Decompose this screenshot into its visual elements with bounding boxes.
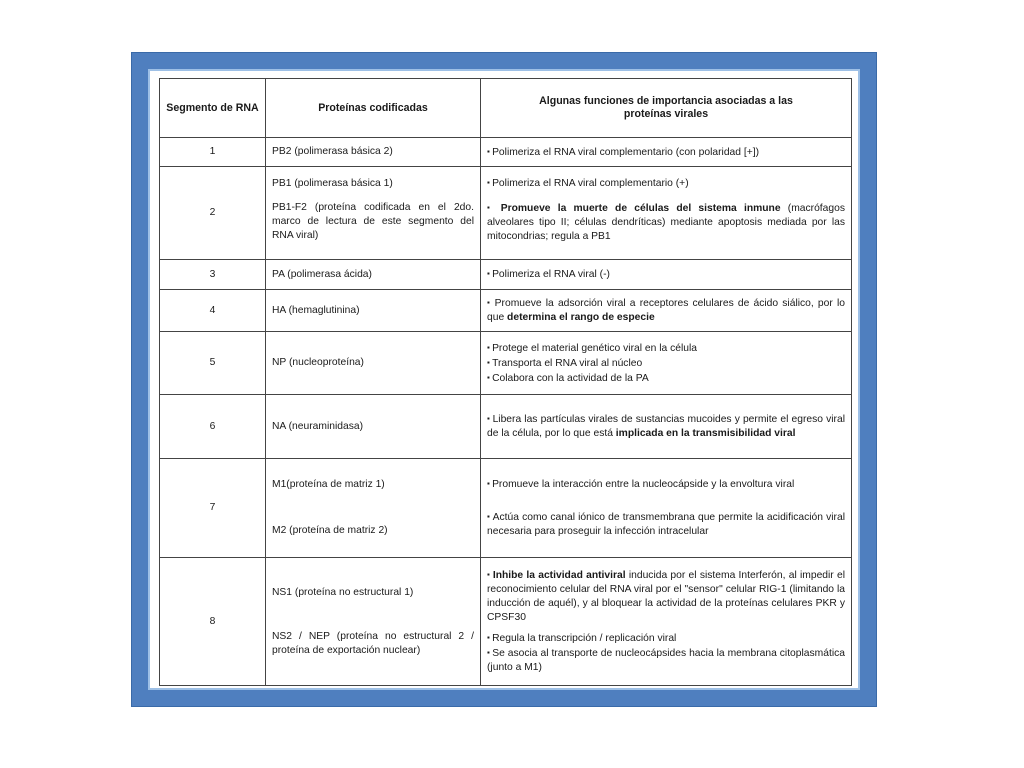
segment-number: 7 xyxy=(160,459,266,558)
table-row xyxy=(160,558,852,686)
segment-number: 5 xyxy=(160,332,266,395)
table-row xyxy=(160,167,852,260)
function-item: ▪ Polimeriza el RNA viral complementario (+) xyxy=(487,176,845,191)
function-cell xyxy=(481,260,852,290)
table-row xyxy=(160,138,852,167)
segment-number: 8 xyxy=(160,558,266,686)
protein-cell xyxy=(266,459,481,558)
slide-frame xyxy=(131,52,877,707)
protein-name: PB1 (polimerasa básica 1) xyxy=(272,178,393,189)
function-item: ▪ Actúa como canal iónico de transmembrana que permite la acidificación viral necesaria para proseguir la infección intracelular xyxy=(487,510,845,539)
protein-cell xyxy=(266,290,481,332)
protein-name: NS1 (proteína no estructural 1) xyxy=(272,586,414,598)
header-proteins: Proteínas codificadas xyxy=(266,79,481,138)
slide-content xyxy=(148,69,860,690)
function-item: ▪ Transporta el RNA viral al núcleo xyxy=(487,356,845,371)
table-row xyxy=(160,459,852,558)
function-item: ▪ Colabora con la actividad de la PA xyxy=(487,371,845,386)
protein-name: PA (polimerasa ácida) xyxy=(272,268,372,280)
table-row xyxy=(160,332,852,395)
table-row xyxy=(160,260,852,290)
function-cell xyxy=(481,138,852,167)
table-header-row xyxy=(160,79,852,138)
function-cell xyxy=(481,332,852,395)
function-item xyxy=(487,568,845,625)
function-item-emphasis: ▪ Inhibe la actividad antiviral xyxy=(487,570,626,581)
table-row xyxy=(160,395,852,459)
header-functions: Algunas funciones de importancia asociadas a las proteínas virales xyxy=(481,79,852,138)
function-item: ▪ Polimeriza el RNA viral (-) xyxy=(487,269,610,280)
protein-name: NS2 / NEP (proteína no estructural 2 / proteína de exportación nuclear) xyxy=(272,630,474,656)
protein-name: PB1-F2 (proteína codificada en el 2do. marco de lectura de este segmento del RNA viral) xyxy=(272,202,474,241)
function-item-text: ▪ Libera las partículas virales de sustancias mucoides y permite el egreso viral de la célula, por lo que está xyxy=(487,414,845,439)
function-cell xyxy=(481,290,852,332)
function-item: ▪ Se asocia al transporte de nucleocápsides hacia la membrana citoplasmática (junto a M1) xyxy=(487,646,845,675)
function-item-emphasis: ▪ Promueve la muerte de células del sistema inmune xyxy=(487,203,781,214)
protein-cell xyxy=(266,138,481,167)
segment-number: 4 xyxy=(160,290,266,332)
function-cell xyxy=(481,459,852,558)
protein-name: NP (nucleoproteína) xyxy=(272,357,364,368)
table-row xyxy=(160,290,852,332)
function-item xyxy=(487,201,845,244)
function-item-text: (macrófagos alveolares tipo II; células dendríticas) mediante apoptosis mediada por las mitocondrias; regula a PB1 xyxy=(487,203,845,242)
protein-cell xyxy=(266,558,481,686)
protein-cell xyxy=(266,395,481,459)
segment-number: 1 xyxy=(160,138,266,167)
protein-cell xyxy=(266,332,481,395)
protein-name: PB2 (polimerasa básica 2) xyxy=(272,146,393,157)
protein-cell xyxy=(266,167,481,260)
function-item-text: ▪ Promueve la adsorción viral a receptores celulares de ácido siálico, por lo que xyxy=(487,298,845,323)
segment-number: 2 xyxy=(160,167,266,260)
protein-name: NA (neuraminidasa) xyxy=(272,420,363,432)
influenza-segments-table xyxy=(159,78,852,686)
protein-cell xyxy=(266,260,481,290)
function-item-emphasis: determina el rango de especie xyxy=(507,312,655,323)
function-cell xyxy=(481,167,852,260)
function-item: ▪ Regula la transcripción / replicación viral xyxy=(487,631,845,646)
function-item: ▪ Promueve la interacción entre la nucleocápside y la envoltura viral xyxy=(487,477,845,492)
function-cell xyxy=(481,395,852,459)
header-segment: Segmento de RNA xyxy=(160,79,266,138)
function-cell xyxy=(481,558,852,686)
function-item-text: inducida por el sistema Interferón, al impedir el reconocimiento celular del RNA viral por el "sensor" celular RIG-1 (limitando la inducción de aquél), y al bloquear la actividad de la proteínas celulares PKR y CPSF30 xyxy=(487,570,845,623)
protein-name: M2 (proteína de matriz 2) xyxy=(272,525,388,536)
segment-number: 3 xyxy=(160,260,266,290)
function-item-emphasis: implicada en la transmisibilidad viral xyxy=(615,428,796,439)
protein-name: M1(proteína de matriz 1) xyxy=(272,479,385,490)
segment-number: 6 xyxy=(160,395,266,459)
function-item: ▪ Protege el material genético viral en la célula xyxy=(487,341,845,356)
function-item: ▪ Polimeriza el RNA viral complementario (con polaridad [+]) xyxy=(487,147,759,158)
protein-name: HA (hemaglutinina) xyxy=(272,304,360,316)
